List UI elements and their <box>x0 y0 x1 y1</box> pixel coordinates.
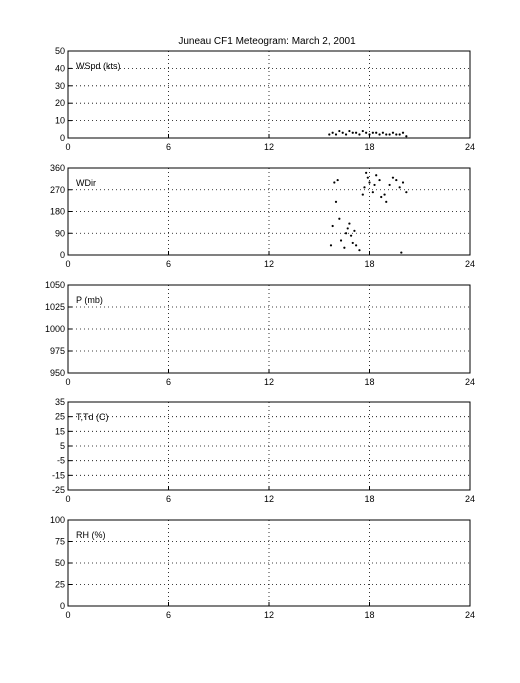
pressure-panel <box>45 280 475 387</box>
temperature-dewpoint-label: T,Td (C) <box>76 412 109 422</box>
wind-direction-xtick-label: 6 <box>165 259 172 269</box>
wind-direction-data-point <box>380 196 382 198</box>
wind-speed-data-point <box>382 132 384 134</box>
relative-humidity-xtick-label: 12 <box>263 610 275 620</box>
pressure-ytick-label: 1025 <box>44 302 65 312</box>
wind-speed-data-point <box>378 133 380 135</box>
temperature-dewpoint-ytick-label: -25 <box>51 485 65 495</box>
chart-panels <box>45 46 475 620</box>
pressure-xtick-label: 0 <box>65 377 71 387</box>
wind-speed-data-point <box>355 132 357 134</box>
wind-direction-data-point <box>400 251 402 253</box>
wind-direction-data-point <box>389 184 391 186</box>
temperature-dewpoint-ytick-label: 5 <box>59 441 65 451</box>
wind-direction-panel <box>50 163 475 269</box>
wind-speed-xtick-label: 0 <box>65 142 71 152</box>
wind-direction-data-point <box>385 201 387 203</box>
wind-speed-data-point <box>365 132 367 134</box>
wind-direction-ytick-label: 180 <box>49 206 65 217</box>
wind-direction-xtick-label: 24 <box>464 259 476 269</box>
wind-speed-data-point <box>332 132 334 134</box>
wind-speed-data-point <box>328 133 330 135</box>
wind-direction-data-point <box>330 244 332 246</box>
pressure-xtick-label: 12 <box>263 377 275 387</box>
wind-direction-data-point <box>368 181 370 183</box>
relative-humidity-ytick-label: 25 <box>54 579 65 590</box>
figure-title: Juneau CF1 Meteogram: March 2, 2001 <box>178 36 356 47</box>
wind-speed-data-point <box>362 130 364 132</box>
wind-speed-data-point <box>335 133 337 135</box>
wind-speed-data-point <box>348 130 350 132</box>
temperature-dewpoint-ytick-label: 35 <box>54 397 65 407</box>
wind-direction-data-point <box>352 242 354 244</box>
wind-direction-data-point <box>373 184 375 186</box>
wind-direction-data-point <box>365 172 367 174</box>
wind-direction-data-point <box>402 181 404 183</box>
wind-speed-data-point <box>405 135 407 137</box>
pressure-ytick-label: 950 <box>49 368 65 378</box>
wind-speed-data-point <box>342 132 344 134</box>
wind-direction-ytick-label: 360 <box>49 163 65 173</box>
wind-speed-ytick-label: 0 <box>59 133 65 143</box>
relative-humidity-ytick-label: 0 <box>59 601 65 611</box>
wind-direction-data-point <box>362 193 364 195</box>
pressure-ytick-label: 1050 <box>44 280 65 290</box>
wind-speed-ytick-label: 10 <box>54 115 65 126</box>
relative-humidity-ytick-label: 50 <box>54 558 65 568</box>
wind-direction-data-point <box>348 222 350 224</box>
pressure-xtick-label: 18 <box>364 377 375 387</box>
temperature-dewpoint-xtick-label: 0 <box>65 494 71 504</box>
pressure-ytick-label: 1000 <box>44 324 65 334</box>
relative-humidity-xtick-label: 0 <box>65 610 71 620</box>
temperature-dewpoint-xtick-label: 24 <box>464 494 476 504</box>
relative-humidity-ytick-label: 75 <box>54 536 65 547</box>
wind-direction-label: WDir <box>76 178 96 188</box>
wind-speed-data-point <box>375 132 377 134</box>
temperature-dewpoint-ytick-label: -15 <box>51 470 65 481</box>
wind-direction-data-point <box>353 230 355 232</box>
wind-speed-data-point <box>352 132 354 134</box>
temperature-dewpoint-ytick-label: 15 <box>54 426 65 437</box>
pressure-xtick-label: 24 <box>464 377 476 387</box>
wind-direction-xtick-label: 12 <box>263 259 275 269</box>
relative-humidity-label: RH (%) <box>76 530 106 540</box>
wind-direction-ytick-label: 0 <box>59 250 65 260</box>
wind-speed-data-point <box>345 133 347 135</box>
wind-speed-xtick-label: 12 <box>263 142 275 152</box>
wind-direction-data-point <box>332 225 334 227</box>
wind-direction-data-point <box>347 227 349 229</box>
pressure-label: P (mb) <box>76 295 103 305</box>
wind-direction-data-point <box>363 186 365 188</box>
wind-direction-data-point <box>405 191 407 193</box>
wind-speed-ytick-label: 40 <box>54 63 65 74</box>
wind-direction-data-point <box>399 186 401 188</box>
relative-humidity-ytick-label: 100 <box>49 515 65 525</box>
relative-humidity-xtick-label: 18 <box>364 610 375 620</box>
wind-direction-xtick-label: 18 <box>364 259 375 269</box>
wind-direction-data-point <box>358 249 360 251</box>
temperature-dewpoint-ytick-label: -5 <box>56 455 65 466</box>
temperature-dewpoint-panel <box>52 397 475 504</box>
relative-humidity-xtick-label: 6 <box>165 610 172 620</box>
wind-speed-xtick-label: 24 <box>464 142 476 152</box>
wind-direction-data-point <box>338 218 340 220</box>
relative-humidity-xtick-label: 24 <box>464 610 476 620</box>
wind-speed-ytick-label: 50 <box>54 46 65 56</box>
wind-direction-data-point <box>395 179 397 181</box>
wind-direction-ytick-label: 270 <box>49 184 65 195</box>
temperature-dewpoint-xtick-label: 18 <box>364 494 375 504</box>
pressure-xtick-label: 6 <box>165 377 172 387</box>
wind-direction-data-point <box>333 181 335 183</box>
wind-speed-data-point <box>392 132 394 134</box>
wind-speed-data-point <box>389 133 391 135</box>
wind-speed-data-point <box>402 132 404 134</box>
wind-speed-data-point <box>358 133 360 135</box>
wind-speed-data-point <box>368 133 370 135</box>
wind-speed-axes-frame <box>68 51 470 138</box>
wind-direction-data-point <box>343 247 345 249</box>
wind-direction-data-point <box>337 179 339 181</box>
wind-direction-data-point <box>335 201 337 203</box>
wind-speed-ytick-label: 20 <box>54 98 65 109</box>
wind-direction-data-point <box>355 244 357 246</box>
wind-speed-data-point <box>385 133 387 135</box>
wind-direction-data-point <box>392 177 394 179</box>
wind-direction-data-point <box>375 174 377 176</box>
temperature-dewpoint-xtick-label: 6 <box>165 494 172 504</box>
relative-humidity-panel <box>50 515 475 620</box>
wind-speed-ytick-label: 30 <box>54 80 65 91</box>
wind-direction-data-point <box>367 177 369 179</box>
wind-speed-data-point <box>395 133 397 135</box>
wind-speed-data-point <box>399 133 401 135</box>
wind-speed-panel <box>55 46 475 152</box>
wind-direction-xtick-label: 0 <box>65 259 71 269</box>
pressure-ytick-label: 975 <box>49 346 65 356</box>
wind-speed-label: WSpd (kts) <box>76 61 121 71</box>
wind-speed-data-point <box>372 132 374 134</box>
wind-direction-data-point <box>345 232 347 234</box>
wind-direction-ytick-label: 90 <box>54 228 65 239</box>
wind-direction-data-point <box>340 239 342 241</box>
wind-speed-xtick-label: 6 <box>165 142 172 152</box>
temperature-dewpoint-ytick-label: 25 <box>54 411 65 422</box>
wind-direction-data-point <box>372 191 374 193</box>
wind-direction-data-point <box>383 193 385 195</box>
wind-direction-data-point <box>350 235 352 237</box>
wind-speed-data-point <box>338 130 340 132</box>
wind-speed-xtick-label: 18 <box>364 142 375 152</box>
temperature-dewpoint-xtick-label: 12 <box>263 494 275 504</box>
wind-direction-data-point <box>378 179 380 181</box>
